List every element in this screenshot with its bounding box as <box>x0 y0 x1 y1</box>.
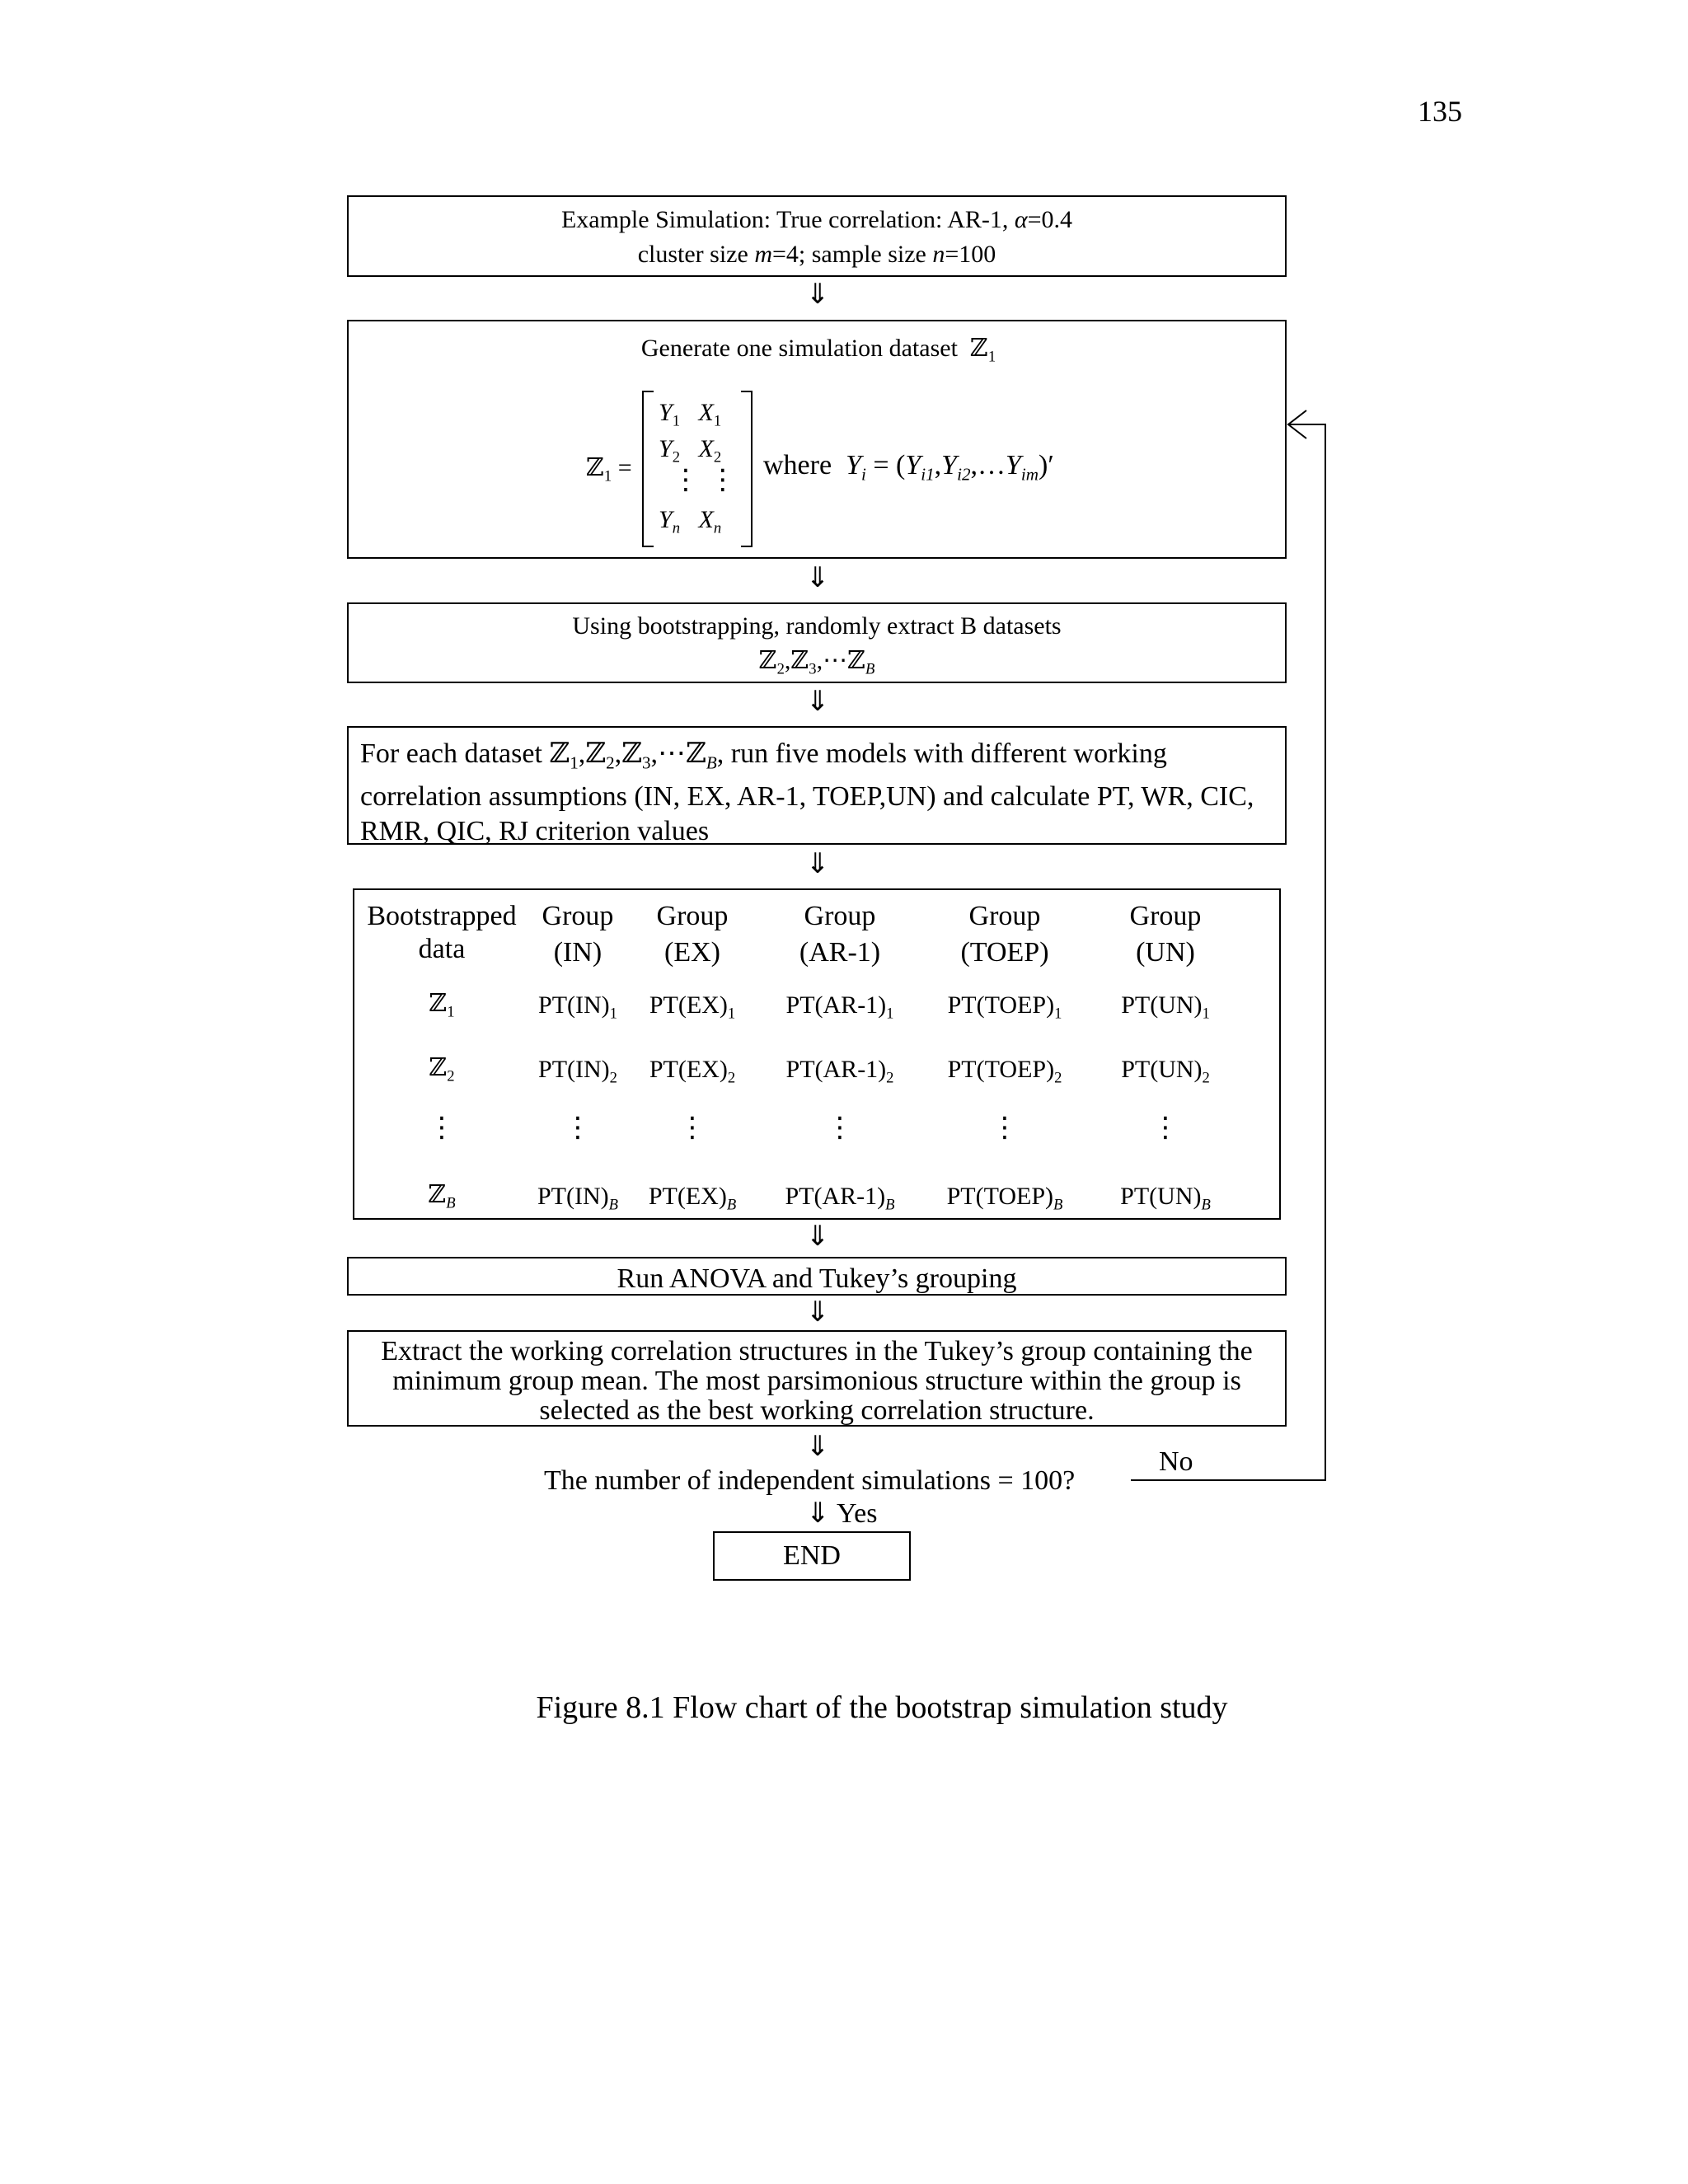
cell-pt-toep-b: $PT(TOEP)_B$ <box>946 1183 1063 1214</box>
matrix-row-2: $Y_2$ $X_2$ <box>659 435 722 466</box>
model-line-2: correlation assumptions (IN, EX, AR-1, TOEP,UN) and calculate PT, WR, CIC, <box>360 781 1254 813</box>
cell-pt-ex-b: $PT(EX)_B$ <box>648 1183 737 1214</box>
row-label-z1: ℤ$_1$ <box>429 989 455 1021</box>
decision-text: The number of independent simulations = 100? <box>544 1465 1076 1496</box>
page-number: 135 <box>1418 95 1462 128</box>
no-loop-line <box>1131 424 1325 1480</box>
cell-pt-ex-2: $PT(EX)_2$ <box>649 1056 736 1087</box>
header-bootstrapped-data: Bootstrapped data <box>367 901 517 964</box>
bootstrap-line-1: Using bootstrapping, randomly extract B datasets <box>572 612 1062 640</box>
row-label-zb: ℤ$_B$ <box>428 1180 456 1212</box>
row-ellipsis-in: ⋮ <box>564 1111 592 1144</box>
setup-line-1: Example Simulation: True correlation: AR-1, α=0.4 <box>560 206 1073 233</box>
header-group-in: Group (IN) <box>542 901 614 968</box>
cell-pt-un-1: $PT(UN)_1$ <box>1121 991 1210 1023</box>
row-ellipsis-ex: ⋮ <box>678 1111 706 1144</box>
cell-pt-in-b: $PT(IN)_B$ <box>537 1183 618 1214</box>
decision-yes: ⇓ Yes <box>806 1497 878 1530</box>
header-group-ar1: Group (AR-1) <box>799 901 881 968</box>
matrix-row-dots: ⋮ ⋮ <box>672 463 737 496</box>
row-ellipsis-label: ⋮ <box>428 1111 456 1144</box>
selection-line-3: selected as the best working correlation structure. <box>539 1395 1095 1426</box>
header-group-ex: Group (EX) <box>656 901 729 968</box>
down-arrow-icon: ⇓ <box>805 278 830 311</box>
cell-pt-ar1-b: $PT(AR-1)_B$ <box>785 1183 895 1214</box>
cell-pt-toep-2: $PT(TOEP)_2$ <box>947 1056 1062 1087</box>
row-ellipsis-ar1: ⋮ <box>826 1111 854 1144</box>
matrix-row-1: $Y_1$ $X_1$ <box>659 399 722 430</box>
cell-pt-in-1: $PT(IN)_1$ <box>538 991 617 1023</box>
down-arrow-icon: ⇓ <box>805 1296 830 1329</box>
decision-no-label: No <box>1159 1446 1193 1477</box>
matrix-lhs: ℤ$_1$ = <box>586 453 632 485</box>
cell-pt-in-2: $PT(IN)_2$ <box>538 1056 617 1087</box>
cell-pt-un-b: $PT(UN)_B$ <box>1120 1183 1211 1214</box>
matrix-where-clause: where $Y_i$ = $(Y_{i1},Y_{i2},\dots Y_{im})'$ <box>763 450 1054 485</box>
end-box: END <box>713 1531 911 1581</box>
cell-pt-toep-1: $PT(TOEP)_1$ <box>947 991 1062 1023</box>
down-arrow-icon: ⇓ <box>805 685 830 718</box>
header-group-un: Group (UN) <box>1129 901 1202 968</box>
generate-dataset-title: Generate one simulation dataset ℤ$_1$ <box>640 334 996 366</box>
row-ellipsis-toep: ⋮ <box>991 1111 1019 1144</box>
model-line-3: RMR, QIC, RJ criterion values <box>360 816 710 847</box>
anova-box: Run ANOVA and Tukey’s grouping <box>347 1257 1287 1296</box>
cell-pt-un-2: $PT(UN)_2$ <box>1121 1056 1210 1087</box>
figure-caption: Figure 8.1 Flow chart of the bootstrap simulation study <box>536 1690 1228 1725</box>
cell-pt-ar1-1: $PT(AR-1)_1$ <box>785 991 894 1023</box>
row-ellipsis-un: ⋮ <box>1151 1111 1179 1144</box>
down-arrow-icon: ⇓ <box>805 847 830 880</box>
down-arrow-icon: ⇓ <box>805 561 830 594</box>
model-line-1: For each dataset ℤ$_1$,ℤ$_2$,ℤ$_3$,⋯ℤ$_B$, run five models with different working <box>360 737 1167 773</box>
down-arrow-icon: ⇓ <box>805 1220 830 1253</box>
down-arrow-icon: ⇓ <box>805 1430 830 1463</box>
bootstrap-sequence: ℤ$_2$,ℤ$_3$,⋯ℤ$_B$ <box>758 646 875 678</box>
cell-pt-ex-1: $PT(EX)_1$ <box>649 991 736 1023</box>
cell-pt-ar1-2: $PT(AR-1)_2$ <box>785 1056 894 1087</box>
selection-line-2: minimum group mean. The most parsimonious structure within the group is <box>392 1366 1241 1396</box>
selection-line-1: Extract the working correlation structures in the Tukey’s group containing the <box>381 1336 1253 1366</box>
setup-line-2: cluster size m=4; sample size n=100 <box>637 241 996 268</box>
header-group-toep: Group (TOEP) <box>960 901 1049 968</box>
row-label-z2: ℤ$_2$ <box>429 1053 455 1085</box>
matrix-row-n: $Y_n$ $X_n$ <box>659 506 722 537</box>
